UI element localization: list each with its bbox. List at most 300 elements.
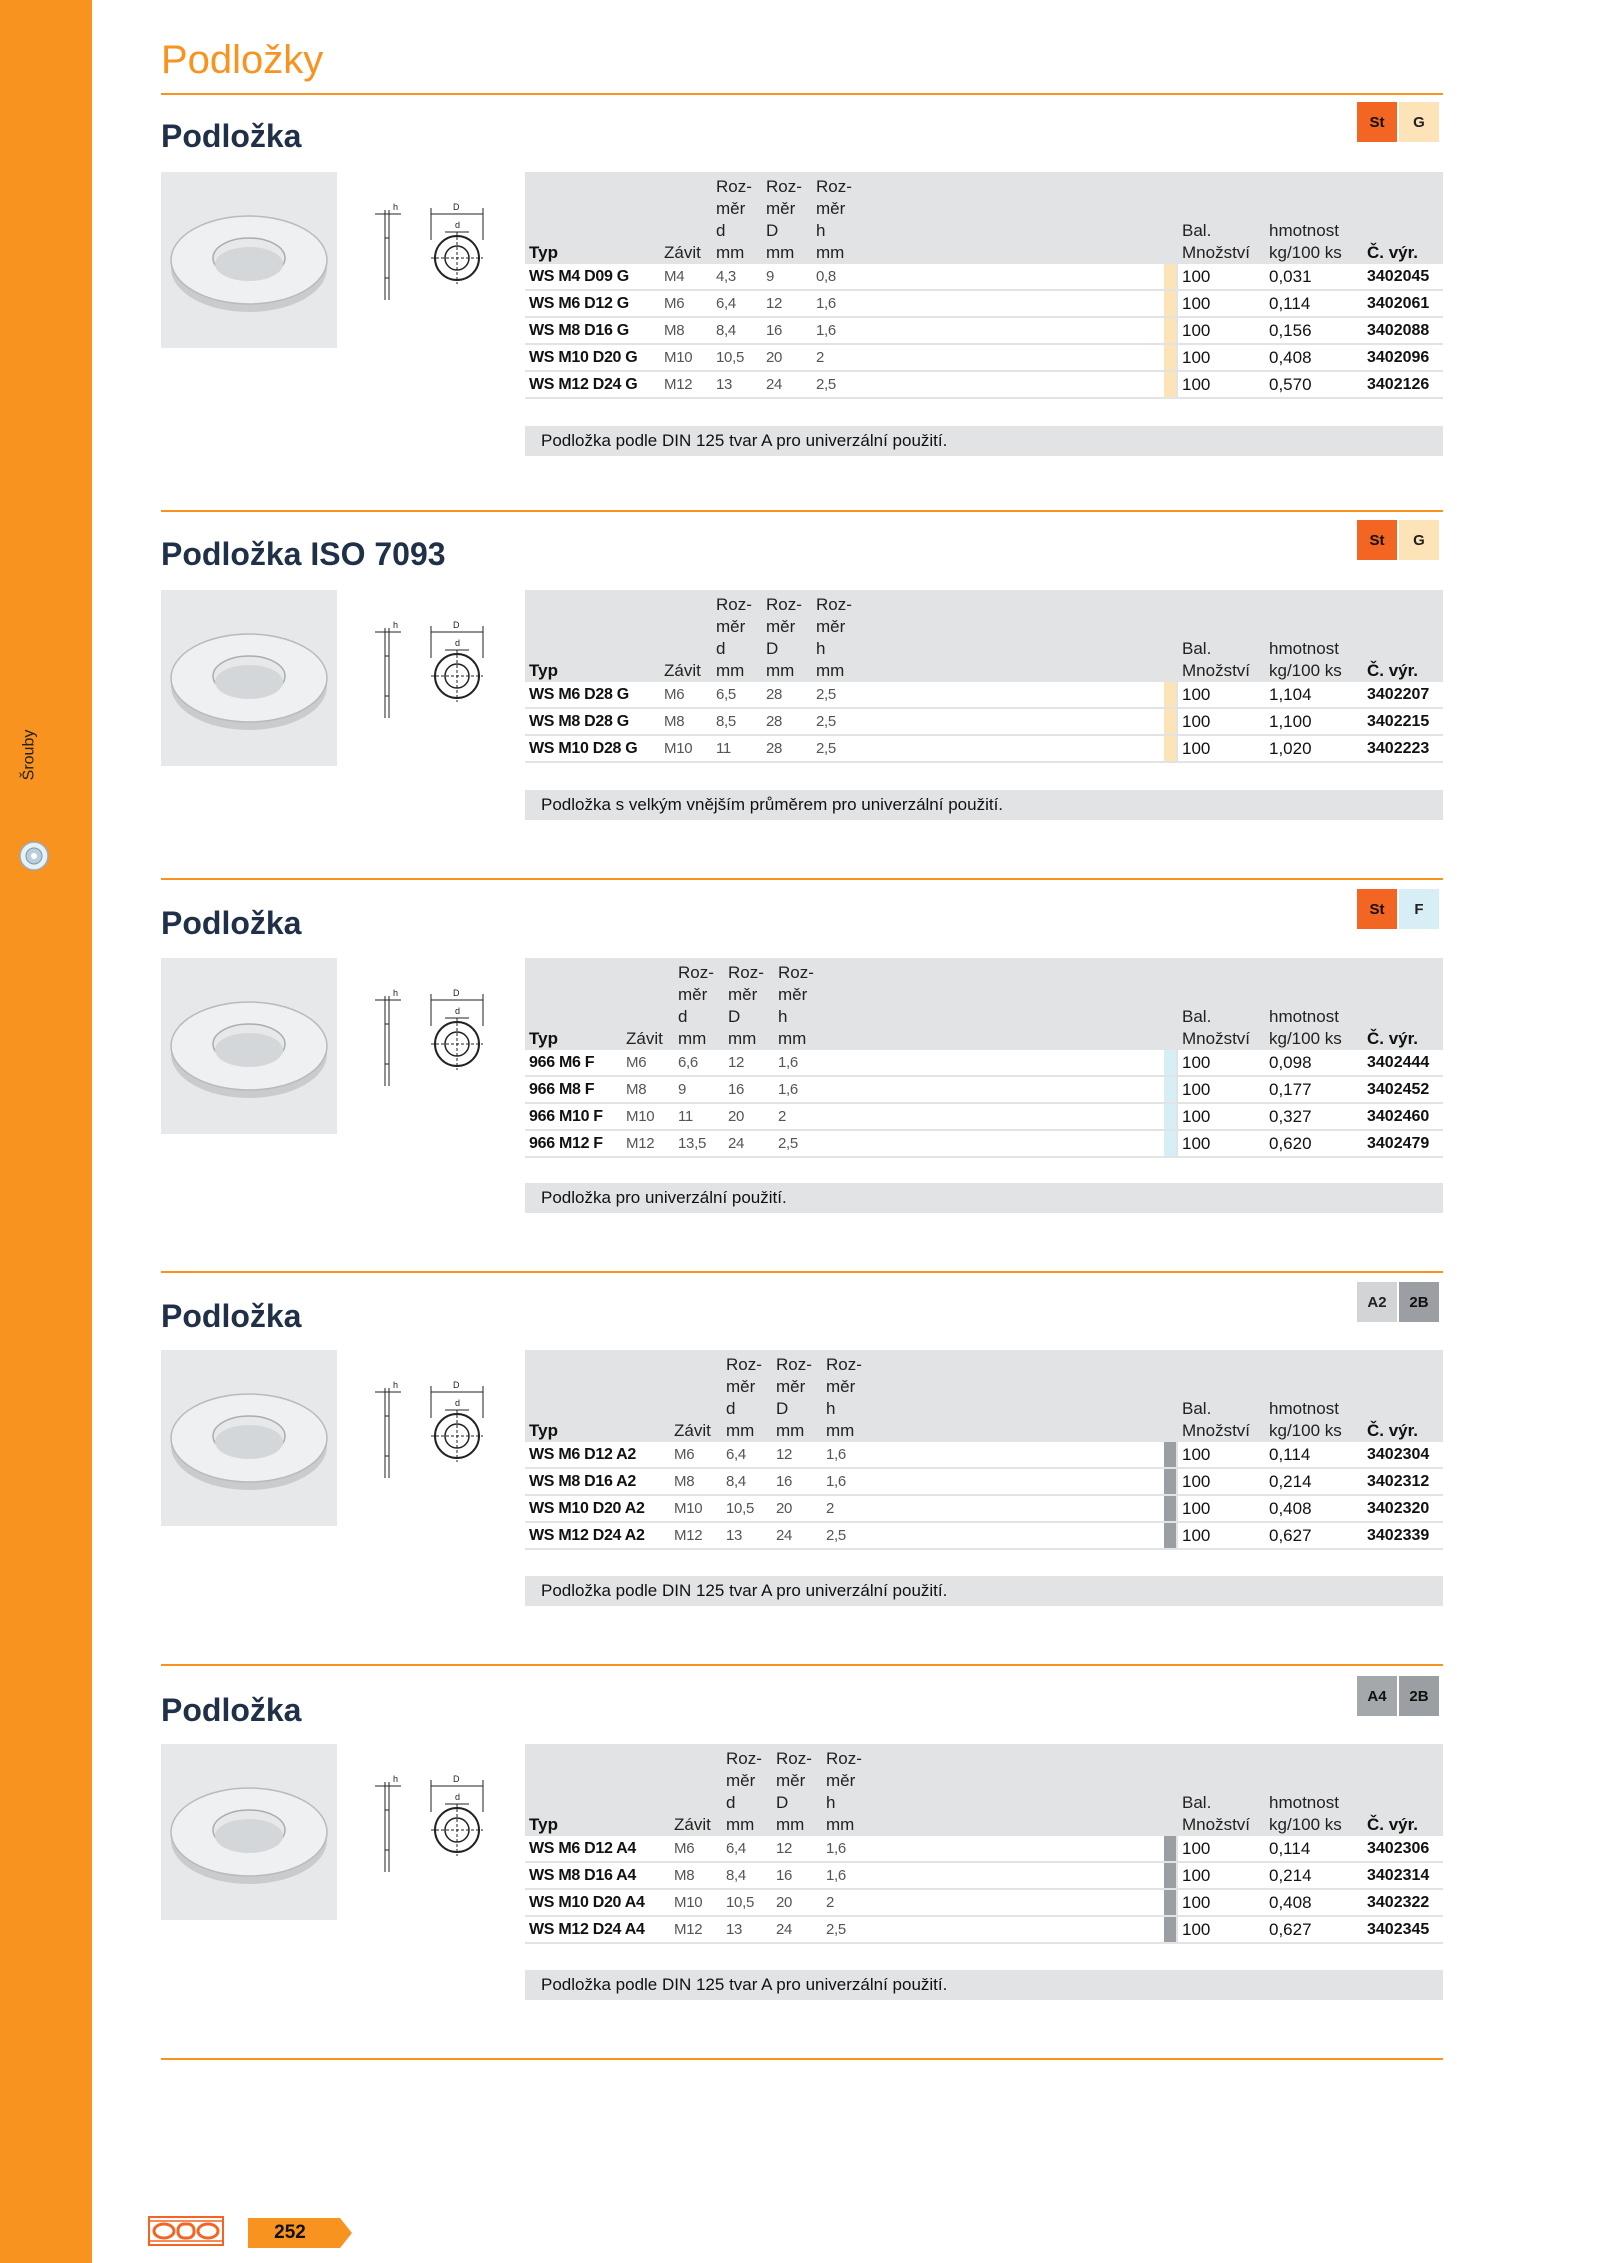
cell-typ: 966 M8 F [525, 1076, 622, 1103]
cell-d: 10,5 [722, 1889, 772, 1916]
cell-baleni: 100 [1178, 682, 1265, 708]
svg-text:d: d [455, 1398, 461, 1408]
header-D [762, 590, 812, 682]
material-badges [1357, 102, 1439, 142]
cell-zavit: M6 [670, 1836, 722, 1862]
cell-baleni: 100 [1178, 1103, 1265, 1130]
cell-h: 2 [822, 1495, 872, 1522]
header-zavit [660, 172, 712, 264]
material-badges [1357, 1282, 1439, 1322]
cell-baleni: 100 [1178, 264, 1265, 290]
cell-zavit: M12 [670, 1522, 722, 1549]
cell-hmotnost: 0,114 [1265, 1442, 1363, 1468]
cell-h: 1,6 [774, 1076, 824, 1103]
cell-cislo-vyrobku: 3402088 [1363, 317, 1443, 344]
cell-typ: 966 M10 F [525, 1103, 622, 1130]
cell-zavit: M6 [660, 682, 712, 708]
material-bar [1164, 371, 1178, 398]
header-d-line: d [678, 1007, 688, 1026]
cell-D: 24 [724, 1130, 774, 1157]
cell-zavit: M6 [660, 290, 712, 317]
header-d [722, 1350, 772, 1442]
cell-D: 28 [762, 735, 812, 762]
cell-baleni: 100 [1178, 317, 1265, 344]
cell-d: 13 [722, 1916, 772, 1943]
cell-cislo-vyrobku: 3402207 [1363, 682, 1443, 708]
material-bar-fill [1164, 1496, 1176, 1521]
material-bar [1164, 1050, 1178, 1076]
page-number: 252 [274, 2222, 306, 2243]
cell-cislo-vyrobku: 3402312 [1363, 1468, 1443, 1495]
cell-d: 6,5 [712, 682, 762, 708]
table-row [525, 1103, 1443, 1130]
cell-typ: WS M6 D28 G [525, 682, 660, 708]
cell-D: 24 [772, 1522, 822, 1549]
header-h [822, 1744, 872, 1836]
material-bar-fill [1164, 709, 1176, 734]
product-table [525, 590, 1443, 763]
cell-typ: 966 M12 F [525, 1130, 622, 1157]
cell-typ: WS M10 D20 A4 [525, 1889, 670, 1916]
table-row [525, 1130, 1443, 1157]
cell-zavit: M8 [670, 1468, 722, 1495]
svg-text:h: h [393, 202, 399, 212]
header-hmotnost-line: kg/100 ks [1269, 1421, 1342, 1440]
cell-zavit: M10 [670, 1495, 722, 1522]
page-number-tab [248, 2218, 352, 2248]
cell-baleni: 100 [1178, 290, 1265, 317]
product-section [161, 113, 1443, 158]
table-row [525, 1522, 1443, 1549]
cell-spacer [824, 1076, 1164, 1103]
section-description: Podložka podle DIN 125 tvar A pro univerzální použití. [525, 426, 1443, 456]
material-bar [1164, 1442, 1178, 1468]
cell-spacer [862, 371, 1164, 398]
material-bar [1164, 1468, 1178, 1495]
table-header-row [525, 172, 1443, 264]
header-bal [1178, 590, 1265, 682]
cell-zavit: M10 [660, 344, 712, 371]
material-bar [1164, 735, 1178, 762]
table-row [525, 1862, 1443, 1889]
header-h-line: mm [826, 1421, 855, 1440]
table-header-row [525, 590, 1443, 682]
header-hmotnost-line: kg/100 ks [1269, 1029, 1342, 1048]
cell-hmotnost: 0,214 [1265, 1468, 1363, 1495]
header-spacer [824, 958, 1164, 1050]
cell-D: 16 [772, 1468, 822, 1495]
material-bar-fill [1164, 1131, 1176, 1156]
material-bar [1164, 708, 1178, 735]
table-row [525, 317, 1443, 344]
header-D [772, 1350, 822, 1442]
cell-zavit: M4 [660, 264, 712, 290]
header-h-line: h [826, 1793, 836, 1812]
header-typ [525, 590, 660, 682]
cell-D: 12 [772, 1836, 822, 1862]
header-zavit-line: Závit [674, 1815, 711, 1834]
cell-cislo-vyrobku: 3402322 [1363, 1889, 1443, 1916]
cell-cislo-vyrobku: 3402223 [1363, 735, 1443, 762]
product-table-grid [525, 1350, 1443, 1550]
cell-baleni: 100 [1178, 1442, 1265, 1468]
cell-d: 13,5 [674, 1130, 724, 1157]
cell-h: 1,6 [822, 1468, 872, 1495]
header-cislo-vyrobku [1363, 1744, 1443, 1836]
cell-d: 6,4 [722, 1442, 772, 1468]
cell-hmotnost: 0,114 [1265, 290, 1363, 317]
side-label-text: Šrouby [20, 729, 38, 781]
cell-cislo-vyrobku: 3402452 [1363, 1076, 1443, 1103]
cell-typ: WS M10 D20 A2 [525, 1495, 670, 1522]
material-bar-fill [1164, 1077, 1176, 1102]
cell-hmotnost: 1,100 [1265, 708, 1363, 735]
cell-D: 16 [762, 317, 812, 344]
header-bal [1178, 172, 1265, 264]
header-h-line: h [826, 1399, 836, 1418]
svg-text:h: h [393, 620, 399, 630]
cell-spacer [872, 1862, 1164, 1889]
header-d-line: měr [726, 1771, 756, 1790]
cell-cislo-vyrobku: 3402339 [1363, 1522, 1443, 1549]
cell-spacer [872, 1468, 1164, 1495]
cell-spacer [872, 1916, 1164, 1943]
material-bar [1164, 1836, 1178, 1862]
cell-typ: 966 M6 F [525, 1050, 622, 1076]
obo-logo [148, 2216, 224, 2246]
material-bar [1164, 1495, 1178, 1522]
header-cislo-vyrobku-line: Č. výr. [1367, 243, 1419, 262]
header-D-line: D [728, 1007, 741, 1026]
material-bar-fill [1164, 345, 1176, 370]
cell-D: 12 [724, 1050, 774, 1076]
header-zavit-line: Závit [664, 661, 701, 680]
washer-drawing [371, 986, 501, 1106]
cell-D: 9 [762, 264, 812, 290]
header-d [712, 172, 762, 264]
material-badge: G [1399, 520, 1439, 560]
header-d-line: měr [678, 985, 708, 1004]
material-bar [1164, 1103, 1178, 1130]
cell-typ: WS M4 D09 G [525, 264, 660, 290]
header-D-line: Roz- [728, 963, 764, 982]
header-D-line: D [776, 1793, 789, 1812]
section-rule [161, 1664, 1443, 1666]
cell-spacer [872, 1889, 1164, 1916]
table-row [525, 735, 1443, 762]
header-D [772, 1744, 822, 1836]
header-d-line: mm [716, 661, 745, 680]
cell-h: 2,5 [812, 708, 862, 735]
table-row [525, 1076, 1443, 1103]
cell-hmotnost: 0,627 [1265, 1522, 1363, 1549]
material-bar-fill [1164, 1890, 1176, 1915]
table-row [525, 682, 1443, 708]
header-bal [1178, 1350, 1265, 1442]
cell-cislo-vyrobku: 3402215 [1363, 708, 1443, 735]
cell-D: 12 [762, 290, 812, 317]
section-title: Podložka [161, 905, 302, 941]
header-cislo-vyrobku [1363, 590, 1443, 682]
section-rule [161, 1271, 1443, 1273]
material-bar [1164, 1916, 1178, 1943]
section-description: Podložka podle DIN 125 tvar A pro univerzální použití. [525, 1576, 1443, 1606]
header-D [762, 172, 812, 264]
cell-h: 1,6 [822, 1862, 872, 1889]
cell-baleni: 100 [1178, 344, 1265, 371]
cell-hmotnost: 0,031 [1265, 264, 1363, 290]
header-D-line: Roz- [776, 1749, 812, 1768]
cell-D: 20 [724, 1103, 774, 1130]
svg-text:d: d [455, 638, 461, 648]
section-rule [161, 510, 1443, 512]
section-description: Podložka pro univerzální použití. [525, 1183, 1443, 1213]
section-title: Podložka [161, 118, 302, 154]
svg-text:D: D [453, 620, 460, 630]
section-description: Podložka podle DIN 125 tvar A pro univerzální použití. [525, 1970, 1443, 2000]
washer-drawing [371, 1772, 501, 1892]
header-h [812, 172, 862, 264]
cell-d: 11 [674, 1103, 724, 1130]
cell-d: 13 [712, 371, 762, 398]
header-h-line: měr [816, 617, 846, 636]
cell-d: 8,4 [712, 317, 762, 344]
header-cislo-vyrobku [1363, 172, 1443, 264]
header-D-line: měr [766, 617, 796, 636]
header-d-line: Roz- [716, 177, 752, 196]
cell-typ: WS M12 D24 A2 [525, 1522, 670, 1549]
cell-hmotnost: 0,570 [1265, 371, 1363, 398]
cell-d: 4,3 [712, 264, 762, 290]
header-bal [1178, 1744, 1265, 1836]
cell-typ: WS M8 D16 G [525, 317, 660, 344]
svg-text:d: d [455, 1006, 461, 1016]
product-section [161, 1293, 1443, 1338]
header-hmotnost-line: hmotnost [1269, 1399, 1339, 1418]
header-d-line: měr [716, 617, 746, 636]
header-typ-line: Typ [529, 1029, 558, 1048]
cell-d: 10,5 [712, 344, 762, 371]
header-hmotnost-line: kg/100 ks [1269, 1815, 1342, 1834]
header-bal-line: Množství [1182, 1421, 1251, 1440]
header-typ-line: Typ [529, 661, 558, 680]
header-bal-line: Bal. [1182, 1793, 1212, 1812]
cell-h: 2,5 [822, 1522, 872, 1549]
cell-D: 12 [772, 1442, 822, 1468]
header-d-line: Roz- [716, 595, 752, 614]
material-bar [1164, 344, 1178, 371]
material-bar-fill [1164, 318, 1176, 343]
header-d-line: Roz- [678, 963, 714, 982]
header-cislo-vyrobku-line: Č. výr. [1367, 1421, 1419, 1440]
header-d-line: d [726, 1793, 736, 1812]
cell-zavit: M12 [670, 1916, 722, 1943]
header-h-line: mm [778, 1029, 807, 1048]
svg-text:D: D [453, 1380, 460, 1390]
cell-typ: WS M8 D28 G [525, 708, 660, 735]
material-bar-fill [1164, 1050, 1176, 1075]
header-typ-line: Typ [529, 1815, 558, 1834]
header-bar-spacer [1164, 172, 1178, 264]
product-table-grid [525, 172, 1443, 399]
cell-zavit: M12 [622, 1130, 674, 1157]
cell-spacer [862, 290, 1164, 317]
table-row [525, 290, 1443, 317]
header-bal [1178, 958, 1265, 1050]
svg-text:h: h [393, 1380, 399, 1390]
cell-spacer [862, 708, 1164, 735]
cell-d: 10,5 [722, 1495, 772, 1522]
screw-icon [16, 838, 52, 874]
header-h-line: mm [816, 661, 845, 680]
cell-d: 8,4 [722, 1862, 772, 1889]
header-hmotnost [1265, 590, 1363, 682]
cell-d: 8,5 [712, 708, 762, 735]
header-h-line: h [778, 1007, 788, 1026]
header-hmotnost-line: kg/100 ks [1269, 661, 1342, 680]
cell-cislo-vyrobku: 3402304 [1363, 1442, 1443, 1468]
header-d-line: d [726, 1399, 736, 1418]
header-D-line: mm [776, 1421, 805, 1440]
header-d [722, 1744, 772, 1836]
cell-D: 16 [772, 1862, 822, 1889]
header-hmotnost-line: hmotnost [1269, 639, 1339, 658]
washer-photo [161, 172, 337, 348]
header-cislo-vyrobku [1363, 1350, 1443, 1442]
header-hmotnost [1265, 1350, 1363, 1442]
header-h [812, 590, 862, 682]
header-d-line: mm [726, 1421, 755, 1440]
header-hmotnost-line: hmotnost [1269, 1007, 1339, 1026]
cell-baleni: 100 [1178, 1050, 1265, 1076]
header-D [724, 958, 774, 1050]
material-bar-fill [1164, 1104, 1176, 1129]
header-zavit [660, 590, 712, 682]
header-typ [525, 172, 660, 264]
header-zavit-line: Závit [626, 1029, 663, 1048]
washer-photo [161, 1744, 337, 1920]
section-title: Podložka ISO 7093 [161, 536, 446, 572]
material-bar-fill [1164, 291, 1176, 316]
cell-h: 1,6 [822, 1442, 872, 1468]
material-badge: St [1357, 520, 1397, 560]
svg-text:h: h [393, 988, 399, 998]
header-bal-line: Bal. [1182, 221, 1212, 240]
cell-spacer [872, 1442, 1164, 1468]
cell-D: 20 [772, 1889, 822, 1916]
cell-spacer [862, 682, 1164, 708]
cell-D: 20 [772, 1495, 822, 1522]
header-cislo-vyrobku-line: Č. výr. [1367, 661, 1419, 680]
header-d-line: mm [678, 1029, 707, 1048]
cell-d: 6,4 [722, 1836, 772, 1862]
material-bar [1164, 1522, 1178, 1549]
cell-typ: WS M6 D12 G [525, 290, 660, 317]
cell-baleni: 100 [1178, 1468, 1265, 1495]
header-d [712, 590, 762, 682]
material-bar [1164, 290, 1178, 317]
header-D-line: měr [766, 199, 796, 218]
cell-baleni: 100 [1178, 1916, 1265, 1943]
washer-photo [161, 590, 337, 766]
header-bal-line: Bal. [1182, 639, 1212, 658]
material-bar [1164, 1862, 1178, 1889]
product-table-grid [525, 590, 1443, 763]
header-d-line: měr [716, 199, 746, 218]
header-D-line: měr [776, 1771, 806, 1790]
header-D-line: Roz- [766, 595, 802, 614]
header-hmotnost-line: hmotnost [1269, 1793, 1339, 1812]
header-h-line: h [816, 221, 826, 240]
cell-cislo-vyrobku: 3402061 [1363, 290, 1443, 317]
section-title: Podložka [161, 1692, 302, 1728]
cell-zavit: M10 [622, 1103, 674, 1130]
cell-spacer [862, 735, 1164, 762]
cell-hmotnost: 1,104 [1265, 682, 1363, 708]
cell-baleni: 100 [1178, 1889, 1265, 1916]
cell-zavit: M8 [670, 1862, 722, 1889]
svg-text:h: h [393, 1774, 399, 1784]
section-title: Podložka [161, 1298, 302, 1334]
cell-D: 28 [762, 682, 812, 708]
header-h-line: Roz- [826, 1749, 862, 1768]
cell-D: 16 [724, 1076, 774, 1103]
header-d [674, 958, 724, 1050]
material-bar-fill [1164, 682, 1176, 707]
cell-typ: WS M12 D24 A4 [525, 1916, 670, 1943]
table-row [525, 371, 1443, 398]
header-hmotnost [1265, 1744, 1363, 1836]
page-title: Podložky [161, 38, 324, 82]
table-header-row [525, 958, 1443, 1050]
header-bal-line: Bal. [1182, 1399, 1212, 1418]
header-zavit [670, 1744, 722, 1836]
material-bar [1164, 1130, 1178, 1157]
table-row [525, 1916, 1443, 1943]
cell-cislo-vyrobku: 3402444 [1363, 1050, 1443, 1076]
header-hmotnost-line: hmotnost [1269, 221, 1339, 240]
header-h-line: Roz- [816, 177, 852, 196]
cell-h: 2,5 [812, 735, 862, 762]
material-badges [1357, 1676, 1439, 1716]
svg-text:d: d [455, 1792, 461, 1802]
table-row [525, 1050, 1443, 1076]
cell-cislo-vyrobku: 3402320 [1363, 1495, 1443, 1522]
header-bar-spacer [1164, 590, 1178, 682]
cell-hmotnost: 0,408 [1265, 1495, 1363, 1522]
cell-h: 1,6 [774, 1050, 824, 1076]
header-typ-line: Typ [529, 243, 558, 262]
cell-d: 8,4 [722, 1468, 772, 1495]
table-row [525, 1889, 1443, 1916]
cell-h: 2,5 [812, 682, 862, 708]
header-h-line: Roz- [826, 1355, 862, 1374]
header-D-line: Roz- [776, 1355, 812, 1374]
cell-baleni: 100 [1178, 1130, 1265, 1157]
header-D-line: měr [776, 1377, 806, 1396]
cell-typ: WS M8 D16 A4 [525, 1862, 670, 1889]
header-zavit [622, 958, 674, 1050]
cell-h: 2 [812, 344, 862, 371]
material-badges [1357, 889, 1439, 929]
cell-zavit: M10 [660, 735, 712, 762]
material-badge: G [1399, 102, 1439, 142]
svg-text:D: D [453, 1774, 460, 1784]
header-d-line: Roz- [726, 1749, 762, 1768]
header-zavit-line: Závit [674, 1421, 711, 1440]
material-bar-fill [1164, 1442, 1176, 1467]
cell-D: 24 [772, 1916, 822, 1943]
